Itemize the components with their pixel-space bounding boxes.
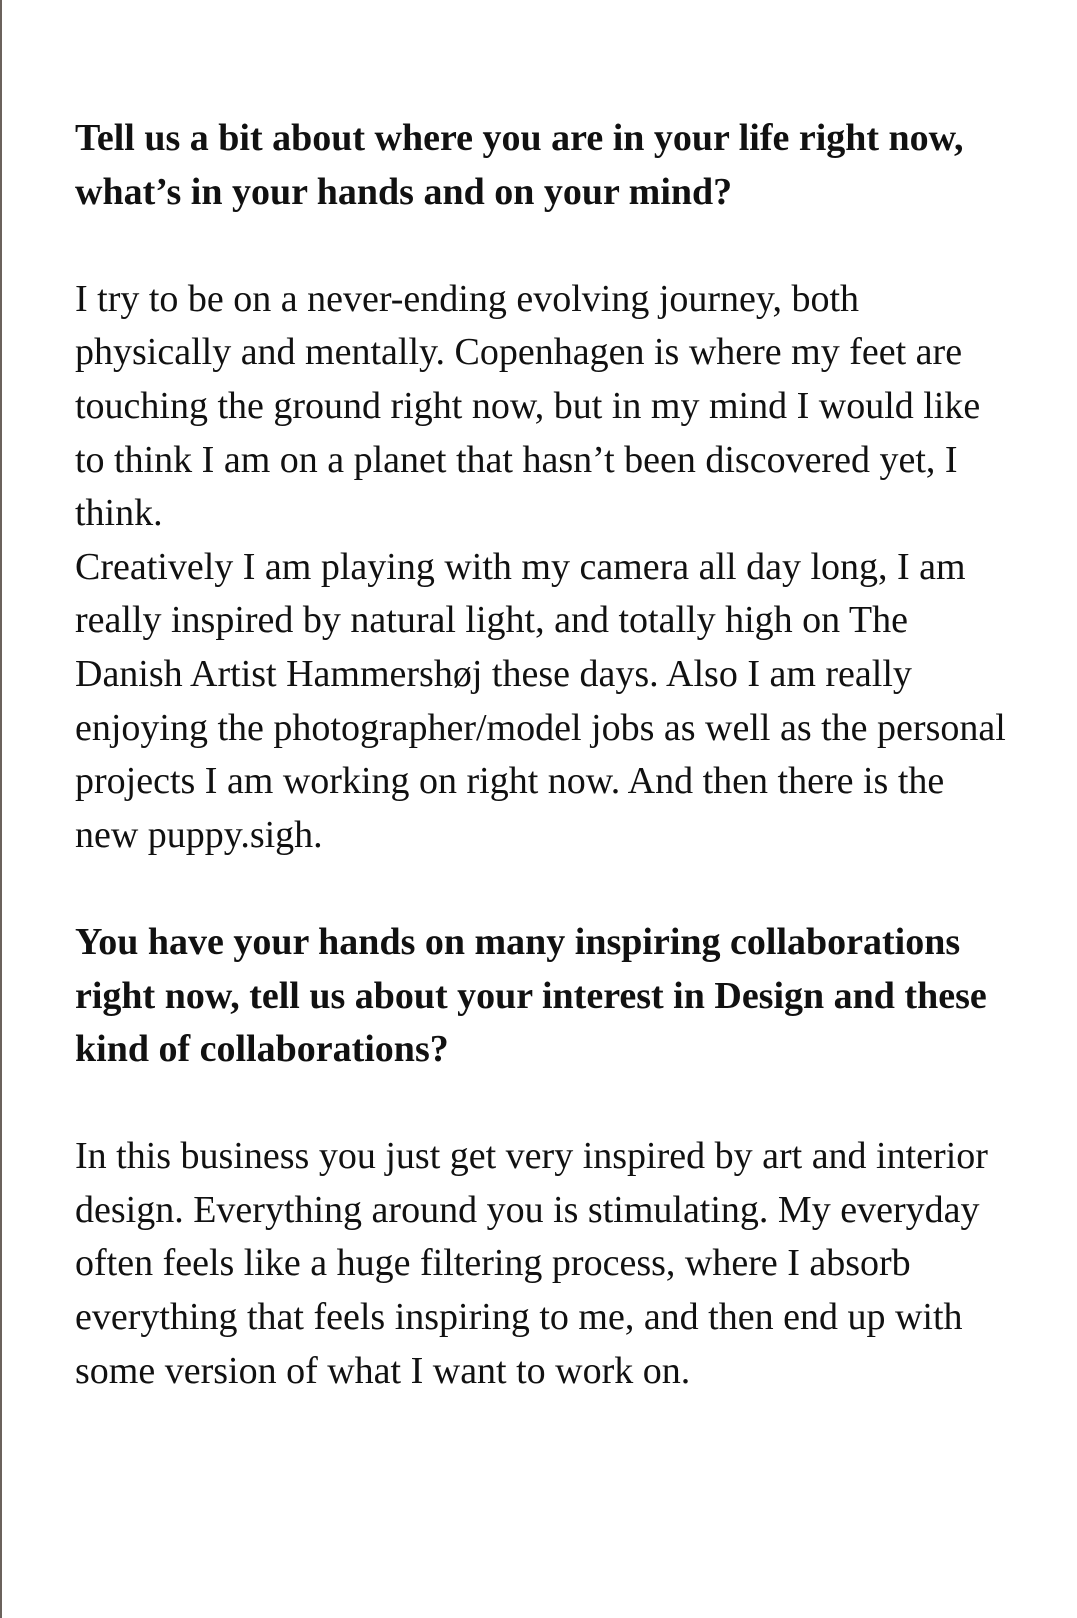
interview-text <box>75 112 1015 1398</box>
answer-1-paragraph-2: Creatively I am playing with my camera all day long, I am really inspired by natural light, and totally high on The Danish Artist Hammershøj these days. Also I am really enjoying the photographer/model jobs as well as the personal projects I am working on right now. And then there is the new puppy.sigh. <box>75 545 1006 856</box>
spacer <box>75 1077 1015 1131</box>
page-left-edge <box>0 0 2 1618</box>
question-2: You have your hands on many inspiring collaborations right now, tell us about your interest in Design and these kind of collaborations? <box>75 920 987 1071</box>
spacer <box>75 862 1015 916</box>
spacer <box>75 219 1015 273</box>
answer-1-paragraph-1: I try to be on a never-ending evolving journey, both physically and mentally. Copenhagen is where my feet are touching the ground right now, but in my mind I would like to think I am on a planet that hasn’t been discovered yet, I think. <box>75 277 981 535</box>
question-1: Tell us a bit about where you are in your life right now, what’s in your hands and on your mind? <box>75 117 964 213</box>
answer-2: In this business you just get very inspired by art and interior design. Everything around you is stimulating. My everyday often feels like a huge filtering process, where I absorb everything that feels inspiring to me, and then end up with some version of what I want to work on. <box>75 1135 988 1392</box>
